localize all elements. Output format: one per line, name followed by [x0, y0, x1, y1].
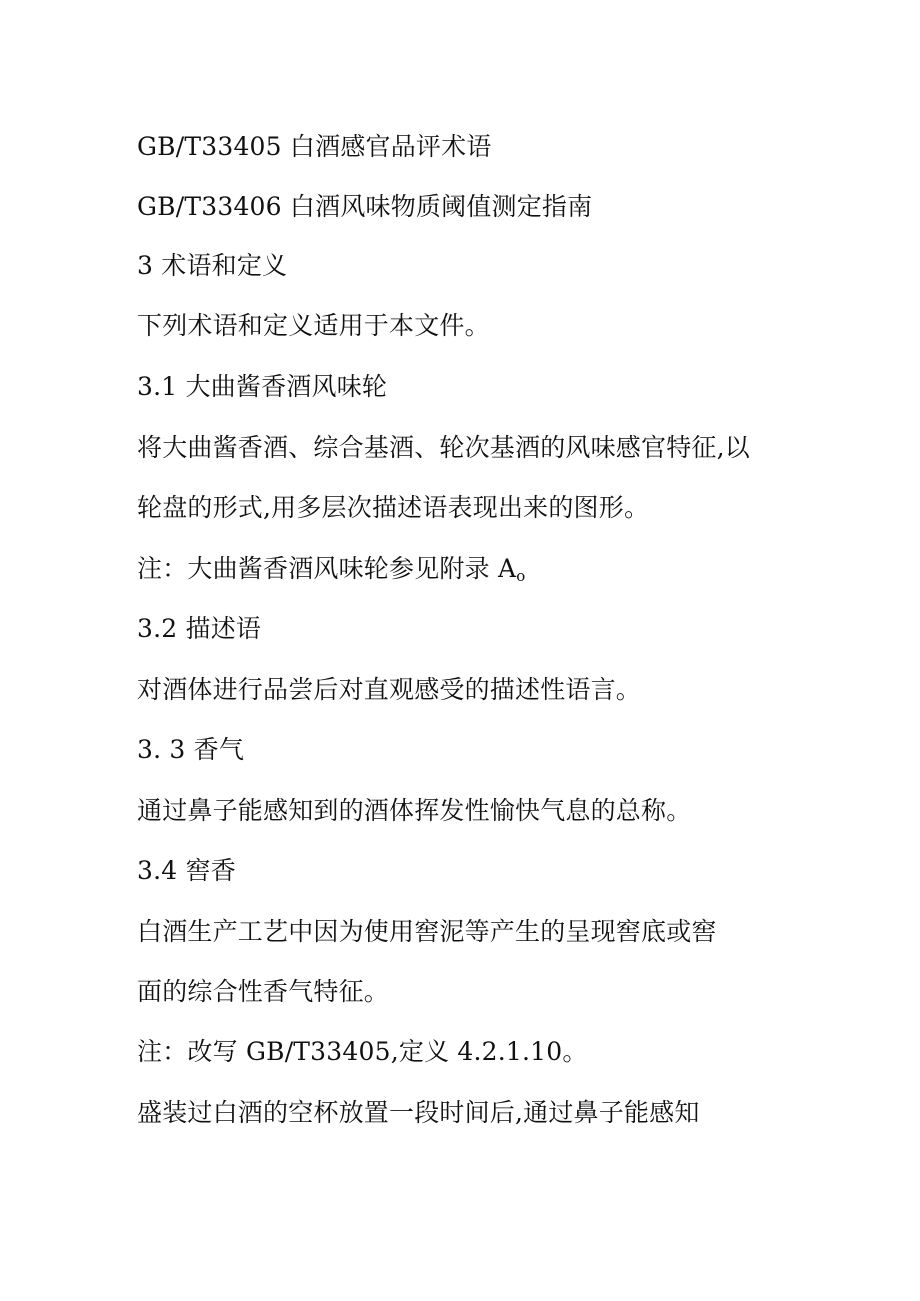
term-heading-3-4: 3.4 窖香 — [137, 856, 236, 885]
note-3-1-text: 注：大曲酱香酒风味轮参见附录 A — [137, 554, 517, 583]
reference-gb-t33405: GB/T33405 白酒感官品评术语 — [137, 132, 492, 161]
section-intro: 下列术语和定义适用于本文件。 — [137, 311, 490, 340]
note-3-1-subscript: o — [516, 567, 526, 585]
definition-3-1-line-1: 将大曲酱香酒、综合基酒、轮次基酒的风味感官特征,以 — [137, 433, 750, 462]
definition-3-2: 对酒体进行品尝后对直观感受的描述性语言。 — [137, 675, 642, 704]
definition-3-1-line-2: 轮盘的形式,用多层次描述语表现出来的图形。 — [137, 493, 650, 522]
term-heading-3-2: 3.2 描述语 — [137, 614, 262, 643]
section-heading-terms: 3 术语和定义 — [137, 251, 288, 280]
definition-3-4-line-1: 白酒生产工艺中因为使用窖泥等产生的呈现窖底或窖 — [137, 917, 717, 946]
note-3-4: 注：改写 GB/T33405,定义 4.2.1.10。 — [137, 1037, 588, 1066]
paragraph-continuation: 盛装过白酒的空杯放置一段时间后,通过鼻子能感知 — [137, 1098, 700, 1127]
reference-gb-t33406: GB/T33406 白酒风味物质阈值测定指南 — [137, 192, 593, 221]
term-heading-3-3: 3. 3 香气 — [137, 735, 245, 764]
note-3-1 — [137, 554, 525, 591]
term-heading-3-1: 3.1 大曲酱香酒风味轮 — [137, 372, 388, 401]
definition-3-4-line-2: 面的综合性香气特征。 — [137, 977, 390, 1006]
definition-3-3: 通过鼻子能感知到的酒体挥发性愉快气息的总称。 — [137, 796, 692, 825]
